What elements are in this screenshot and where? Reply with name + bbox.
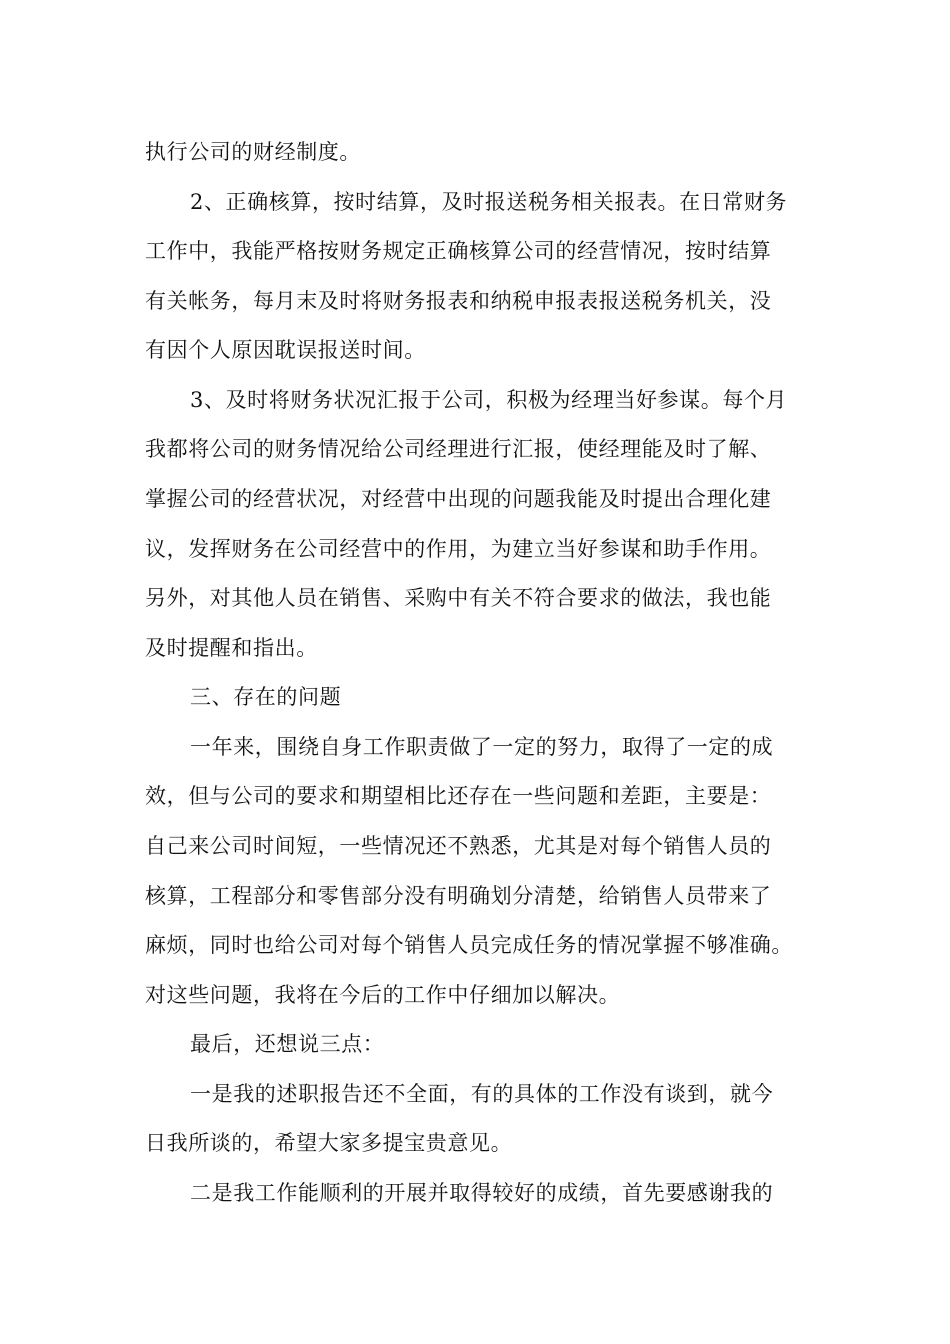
text-line: 一是我的述职报告还不全面，有的具体的工作没有谈到，就今 [190, 1082, 774, 1106]
text-line: 自己来公司时间短，一些情况还不熟悉，尤其是对每个销售人员的 [145, 834, 772, 858]
text-line: 及时提醒和指出。 [145, 636, 318, 660]
section-heading: 三、存在的问题 [190, 685, 342, 709]
text-line: 执行公司的财经制度。 [145, 140, 361, 164]
text-line: 我都将公司的财务情况给公司经理进行汇报，使经理能及时了解、 [145, 437, 772, 461]
text-line: 3、及时将财务状况汇报于公司，积极为经理当好参谋。每个月 [190, 388, 788, 412]
text-line: 日我所谈的，希望大家多提宝贵意见。 [145, 1131, 513, 1155]
text-line: 对这些问题，我将在今后的工作中仔细加以解决。 [145, 983, 621, 1007]
text-line: 最后，还想说三点： [190, 1032, 385, 1056]
text-line: 效，但与公司的要求和期望相比还存在一些问题和差距，主要是： [145, 784, 772, 808]
text-line: 有关帐务，每月末及时将财务报表和纳税申报表报送税务机关，没 [145, 289, 772, 313]
text-line: 核算，工程部分和零售部分没有明确划分清楚，给销售人员带来了 [145, 884, 772, 908]
text-line: 二是我工作能顺利的开展并取得较好的成绩，首先要感谢我的 [190, 1181, 774, 1205]
text-line: 掌握公司的经营状况，对经营中出现的问题我能及时提出合理化建 [145, 487, 772, 511]
text-line: 议，发挥财务在公司经营中的作用，为建立当好参谋和助手作用。 [145, 537, 772, 561]
text-line: 麻烦，同时也给公司对每个销售人员完成任务的情况掌握不够准确。 [145, 933, 793, 957]
text-line: 有因个人原因耽误报送时间。 [145, 338, 426, 362]
text-line: 工作中，我能严格按财务规定正确核算公司的经营情况，按时结算 [145, 239, 772, 263]
text-line: 一年来，围绕自身工作职责做了一定的努力，取得了一定的成 [190, 735, 774, 759]
text-line: 另外，对其他人员在销售、采购中有关不符合要求的做法，我也能 [145, 586, 772, 610]
text-line: 2、正确核算，按时结算，及时报送税务相关报表。在日常财务 [190, 190, 788, 214]
